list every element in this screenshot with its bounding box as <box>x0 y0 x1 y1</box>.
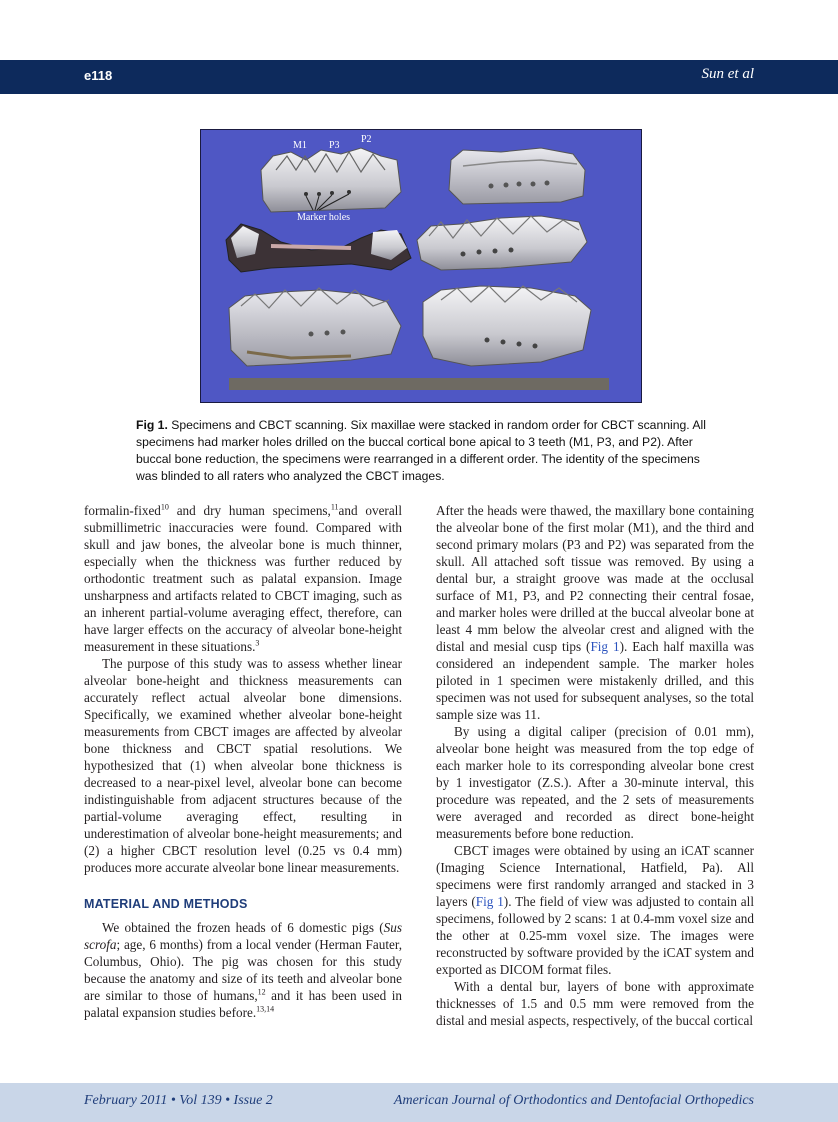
text-run: formalin-fixed <box>84 503 161 518</box>
figure-link[interactable]: Fig 1 <box>590 639 620 654</box>
right-paragraph-1 <box>436 502 754 723</box>
right-paragraph-3 <box>436 842 754 978</box>
left-column <box>84 502 402 1021</box>
text-run: and dry human specimens, <box>168 503 331 518</box>
base-plate <box>229 378 609 390</box>
figure-1-image <box>200 129 642 403</box>
text-run: and it has been used in palatal expansion studies before. <box>84 988 402 1020</box>
section-heading-methods: MATERIAL AND METHODS <box>84 897 248 911</box>
left-paragraph-2: The purpose of this study was to assess whether linear alveolar bone-height and thickness measurements can accurately reflect actual alveolar bone dimensions. Specifically, we examined whether alveolar bone-height measurements from CBCT images are affected by alveolar bone thickness and CBCT spatial resolutions. We hypothesized that (1) when alveolar bone thickness is decreased to a near-pixel level, alveolar bone can become indistinguishable from adjacent structures because of the partial-volume averaging effect, resulting in underestimation of alveolar bone-height measurements; and (2) a higher CBCT resolution level (0.25 vs 0.4 mm) produces more accurate alveolar bone linear measurements. <box>84 656 402 875</box>
footer-bar <box>0 1083 838 1122</box>
text-run: ). Each half maxilla was considered an independent sample. The marker holes piloted in 1 specimen were mistakenly drilled, and this specimen was not used for subsequent analyses, so the total sample size was 11. <box>436 639 755 722</box>
text-run: We obtained the frozen heads of 6 domestic pigs ( <box>102 920 384 935</box>
figure-link[interactable]: Fig 1 <box>475 894 504 909</box>
citation-3[interactable]: 3 <box>255 638 260 648</box>
specimens-photo <box>201 130 641 402</box>
specimen-bottom-left <box>229 288 401 366</box>
caption-label: Fig 1. <box>136 418 168 432</box>
text-run: ; age, 6 months) from a local vender (Herman Fauter, Columbus, Ohio). The pig was chosen for this study because the anatomy and size of its teeth and alveolar bone are similar to those of humans, <box>84 937 402 1003</box>
label-m1: M1 <box>293 140 307 151</box>
label-p3: P3 <box>329 140 340 151</box>
footer-issue: February 2011 • Vol 139 • Issue 2 <box>84 1093 273 1108</box>
page-number: e118 <box>84 68 113 83</box>
figure-caption <box>136 417 712 485</box>
text-run: CBCT images were obtained by using an iCAT scanner (Imaging Science International, Hatfield, Pa). All specimens were first randomly arranged and stacked in 3 layers ( <box>436 843 754 909</box>
citation-10[interactable]: 10 <box>160 502 169 512</box>
citation-11[interactable]: 11 <box>330 502 339 512</box>
caption-text: Specimens and CBCT scanning. Six maxillae were stacked in random order for CBCT scanning. All specimens had marker holes drilled on the buccal cortical bone apical to 3 teeth (M1, P3, and P2). After buccal bone reduction, the specimens were rearranged in a different order. The identity of the specimens was blinded to all raters who analyzed the CBCT images. <box>136 418 706 483</box>
left-paragraph-1 <box>84 502 402 655</box>
species-name: Sus scrofa <box>84 920 402 952</box>
citation-12[interactable]: 12 <box>257 987 266 997</box>
running-head: Sun et al <box>701 66 754 82</box>
specimen-middle-left <box>226 224 411 272</box>
label-p2: P2 <box>361 134 372 145</box>
right-paragraph-4: With a dental bur, layers of bone with approximate thicknesses of 1.5 and 0.5 mm were removed from the distal and mesial aspects, respectively, of the buccal cortical <box>436 979 754 1028</box>
right-paragraph-2: By using a digital caliper (precision of 0.01 mm), alveolar bone height was measured from the top edge of each marker hole to its corresponding alveolar bone crest by 1 investigator (Z.S.). After a 30-minute interval, this procedure was repeated, and the 2 sets of measurements were averaged and recorded as direct bone-height measurements before bone reduction. <box>436 724 754 841</box>
header-bar <box>0 60 838 94</box>
right-column <box>436 502 754 1029</box>
footer-journal: American Journal of Orthodontics and Dentofacial Orthopedics <box>393 1093 754 1108</box>
text-run: ). The field of view was adjusted to contain all specimens, followed by 2 scans: 1 at 0.4-mm voxel size and the other at 0.25-mm voxel size. The images were reconstructed by software provided by the iCAT system and exported as DICOM format files. <box>436 894 754 977</box>
text-run: After the heads were thawed, the maxillary bone containing the alveolar bone of the first molar (M1), and the third and second primary molars (P3 and P2) was separated from the skull. All attached soft tissue was removed. By using a dental bur, a straight groove was made at the occlusal surface of M1, P3, and P2 connecting their central fosae, and marker holes were drilled at the buccal alveolar bone at least 4 mm below the alveolar crest and aligned with the distal and mesial cusp tips ( <box>436 503 754 654</box>
specimen-top-right <box>449 148 585 204</box>
label-marker-holes: Marker holes <box>297 212 351 223</box>
citation-13-14[interactable]: 13,14 <box>256 1004 275 1014</box>
text-run: and overall submillimetric inaccuracies were found. Compared with skull and jaw bones, the alveolar bone is much thinner, especially when the thickness was further reduced by orthodontic treatment such as palatal expansion. Image unsharpness and artifacts related to CBCT imaging, such as an inherent partial-volume averaging effect, therefore, can have larger effects on the accuracy of alveolar bone-height measurement in these situations. <box>84 503 402 654</box>
specimen-top-left <box>261 148 401 212</box>
specimen-bottom-right <box>423 286 591 366</box>
specimen-middle-right <box>417 216 587 270</box>
left-paragraph-3 <box>84 919 402 1021</box>
